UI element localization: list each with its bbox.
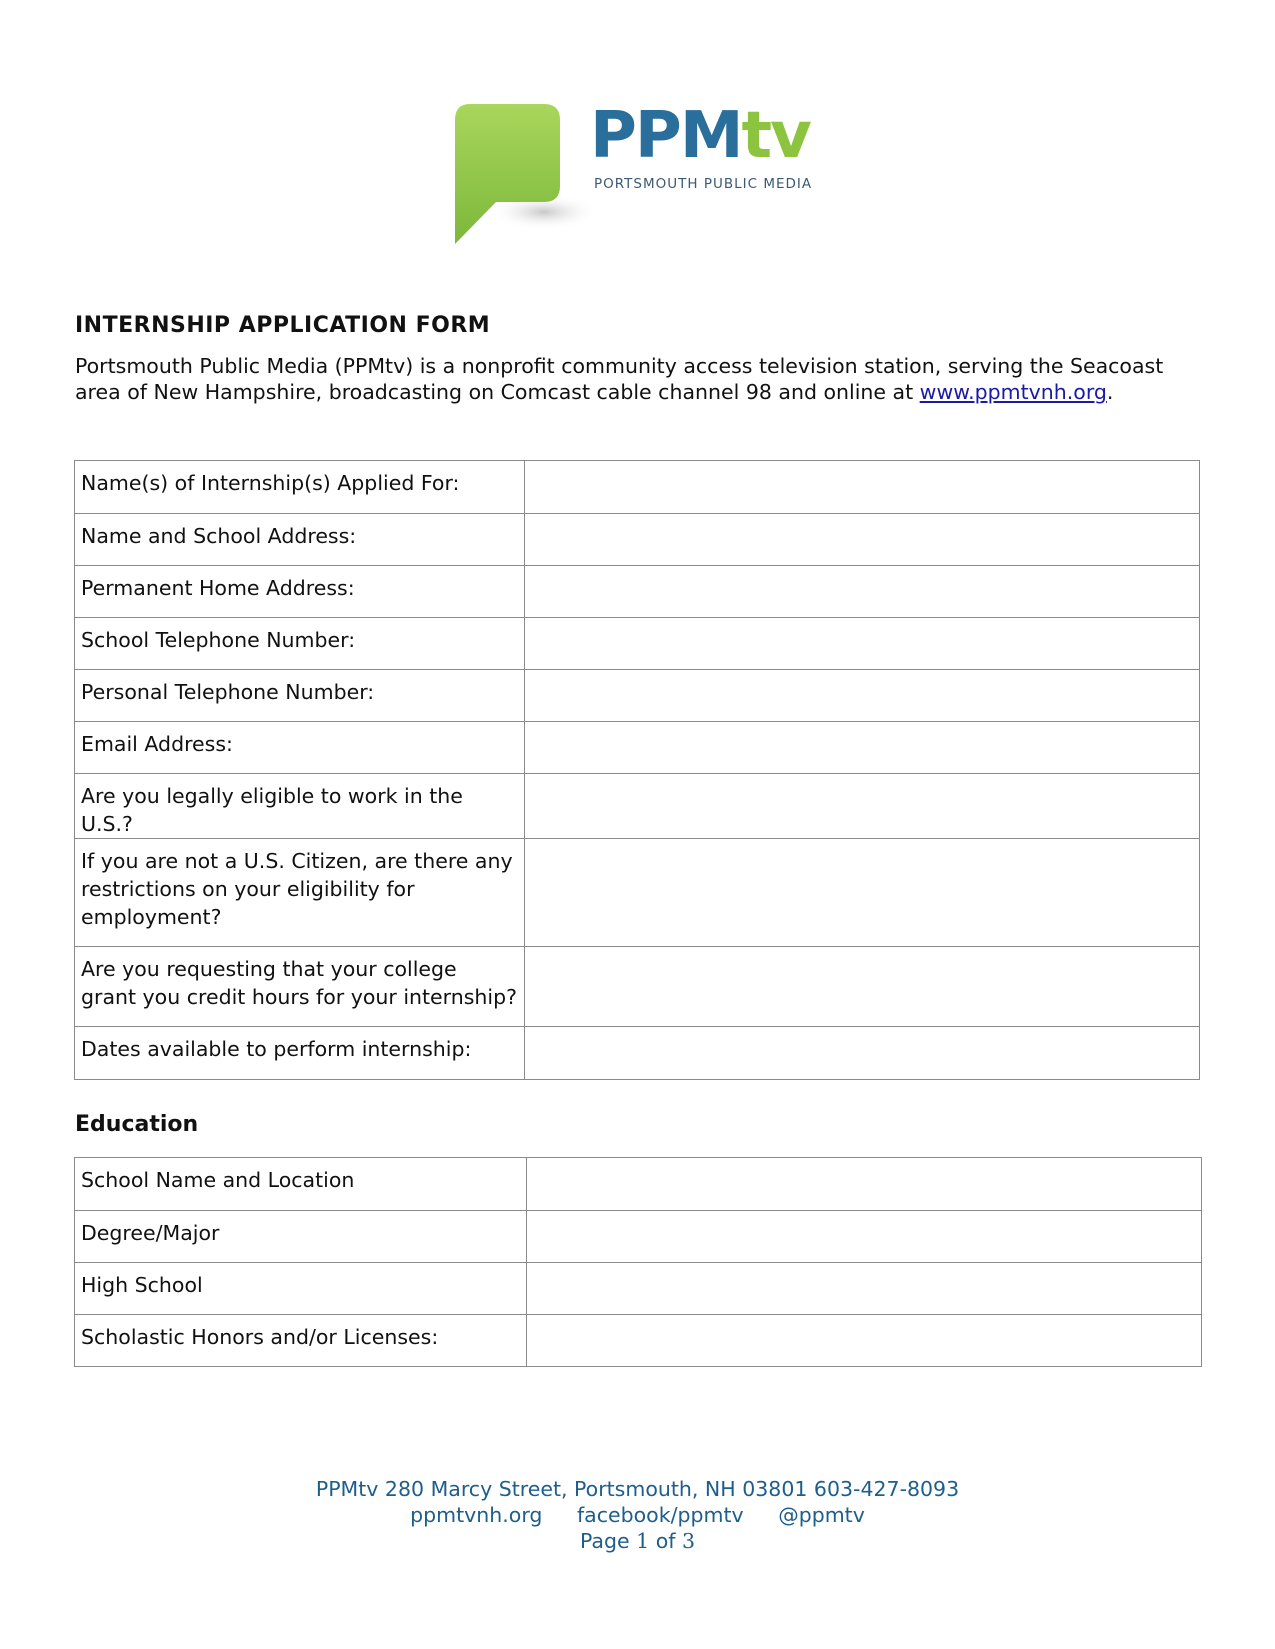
footer-facebook: facebook/ppmtv	[576, 1503, 744, 1527]
field-label: Scholastic Honors and/or Licenses:	[75, 1315, 527, 1367]
field-label: Degree/Major	[75, 1211, 527, 1263]
field-label: Are you requesting that your college grant you credit hours for your internship?	[75, 947, 525, 1027]
table-row	[75, 514, 1200, 566]
table-row	[75, 618, 1200, 670]
intro-paragraph: Portsmouth Public Media (PPMtv) is a nonprofit community access television station, serving the Seacoast area of New Hampshire, broadcasting on Comcast cable channel 98 and online at www.ppmtvnh.org.	[75, 354, 1164, 404]
field-label: School Telephone Number:	[75, 618, 525, 670]
field-label: School Name and Location	[75, 1158, 527, 1211]
speech-bubble-icon	[452, 104, 592, 256]
field-label: Permanent Home Address:	[75, 566, 525, 618]
footer-website: ppmtvnh.org	[410, 1503, 543, 1527]
field-label: Personal Telephone Number:	[75, 670, 525, 722]
field-label: Name(s) of Internship(s) Applied For:	[75, 461, 525, 514]
footer-links	[0, 1502, 1275, 1528]
table-row	[75, 774, 1200, 839]
website-link[interactable]: www.ppmtvnh.org	[919, 380, 1107, 404]
table-row	[75, 1027, 1200, 1080]
table-row	[75, 1315, 1202, 1367]
field-label: Are you legally eligible to work in the U.S.?	[75, 774, 525, 839]
table-row	[75, 1211, 1202, 1263]
footer-address: PPMtv 280 Marcy Street, Portsmouth, NH 03801 603-427-8093	[315, 1477, 960, 1501]
table-row	[75, 947, 1200, 1027]
ppmtv-logo	[452, 99, 832, 256]
table-row	[75, 1263, 1202, 1315]
table-row	[75, 461, 1200, 514]
applicant-info-table	[74, 460, 1200, 1080]
education-table	[74, 1157, 1202, 1367]
table-row	[75, 670, 1200, 722]
table-row	[75, 839, 1200, 947]
brand-wordmark: PPMtv	[590, 99, 810, 173]
field-label: Dates available to perform internship:	[75, 1027, 525, 1080]
table-row	[75, 1158, 1202, 1211]
page-number: Page 1 of 3	[579, 1529, 696, 1553]
intro-text: Portsmouth Public Media (PPMtv) is a nonprofit community access television station, serving the Seacoast area of New Hampshire, broadcasting on Comcast cable channel 98 and online at	[75, 354, 1164, 404]
form-title: INTERNSHIP APPLICATION FORM	[75, 313, 491, 338]
field-label: If you are not a U.S. Citizen, are there any restrictions on your eligibility for employment?	[75, 839, 525, 947]
table-row	[75, 566, 1200, 618]
field-label: Email Address:	[75, 722, 525, 774]
field-label: High School	[75, 1263, 527, 1315]
field-label: Name and School Address:	[75, 514, 525, 566]
table-row	[75, 722, 1200, 774]
footer-twitter: @ppmtv	[778, 1503, 865, 1527]
education-heading: Education	[75, 1112, 199, 1137]
brand-subtitle: PORTSMOUTH PUBLIC MEDIA	[594, 176, 813, 192]
